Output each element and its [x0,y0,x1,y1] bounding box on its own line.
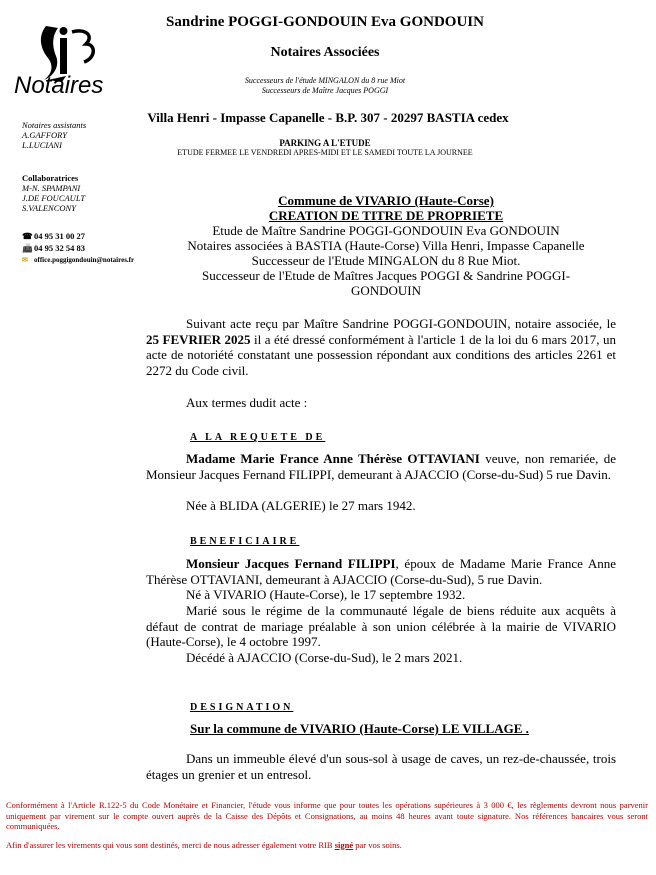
beneficiary-details: , époux de Madame Marie France Anne Thérèse OTTAVIANI, demeurant à AJACCIO (Corse-du-Sud), 5 rue Davin. [146,556,616,587]
office-address: Villa Henri - Impasse Capanelle - B.P. 307 - 20297 BASTIA cedex [147,110,509,125]
parking-notice [150,139,500,157]
footer-rib-notice [6,840,648,851]
beneficiaire-heading: BENEFICIAIRE [190,536,300,547]
title-line-1: Etude de Maître Sandrine POGGI-GONDOUIN Eva GONDOUIN [212,223,560,238]
successors-line-1: Successeurs de l'étude MINGALON du 8 rue Miot [244,76,406,85]
collaborator-name: M-N. SPAMPANI [22,183,81,193]
paragraph-act [146,316,616,378]
successors [200,76,450,96]
requete-heading: A LA REQUETE DE [190,432,326,443]
closing-hours: ETUDE FERMEE LE VENDREDI APRES-MIDI ET LE SAMEDI TOUTE LA JOURNEE [177,148,473,157]
creation-heading: CREATION DE TITRE DE PROPRIETE [268,208,504,223]
requester-birth: Née à BLIDA (ALGERIE) le 27 mars 1942. [186,498,416,513]
paragraph-terms: Aux termes dudit acte : [186,395,308,410]
requester-paragraph [146,451,616,482]
office-title: Sandrine POGGI-GONDOUIN Eva GONDOUIN [166,14,484,30]
fax-icon: 📠 [22,243,33,253]
parking-label: PARKING A L'ETUDE [279,138,371,148]
successors-line-2: Successeurs de Maître Jacques POGGI [261,86,389,95]
collaborator-name: J.DE FOUCAULT [22,193,86,203]
title-line-2: Notaires associées à BASTIA (Haute-Corse) Villa Henri, Impasse Capanelle [187,238,585,253]
act-text-a: Suivant acte reçu par Maître Sandrine POGGI-GONDOUIN, notaire associée, le [186,316,616,331]
designation-text: Dans un immeuble élevé d'un sous-sol à usage de caves, un rez-de-chaussée, trois étages un grenier et un entresol. [146,751,616,782]
requester-name: Madame Marie France Anne Thérèse OTTAVIANI [186,451,480,466]
footer-notice [6,800,648,850]
assistants-heading: Notaires assistants [22,120,87,130]
mail-icon: ✉ [22,256,28,264]
beneficiary-birth: Né à VIVARIO (Haute-Corse), le 17 septembre 1932. [186,587,466,602]
assistant-name: L.LUCIANI [22,140,62,150]
rib-signed: signé [334,839,354,850]
office-subtitle: Notaires Associées [270,45,380,60]
phone-icon: ☎ [22,231,33,241]
title-line-5: GONDOUIN [350,283,422,298]
rib-text-a: Afin d'assurer les virements qui vous sont destinés, merci de nous adresser également votre RIB [6,839,335,850]
collaborator-name: S.VALENCONY [22,203,76,213]
email-link[interactable]: office.poggigondouin@notaires.fr [34,256,135,264]
requester-details: veuve, non remariée, de Monsieur Jacques Fernand FILIPPI, demeurant à AJACCIO (Corse-du-Sud) 5 rue Davin. [146,451,616,482]
title-line-3: Successeur de l'Etude MINGALON du 8 Rue Miot. [251,253,521,268]
act-date: 25 FEVRIER 2025 [146,331,251,347]
phone-1[interactable]: 04 95 31 00 27 [34,231,85,241]
act-text-b: il a été dressé conformément à l'article 1 de la loi du 6 mars 2017, un acte de notoriété constatant une possession répondant aux conditions des articles 2261 et 2272 du Code civil. [146,331,617,378]
rib-text-b: par vos soins. [353,839,402,850]
phone-2[interactable]: 04 95 32 54 83 [34,243,85,253]
beneficiary-marriage: Marié sous le régime de la communauté légale de biens réduite aux acquêts à défaut de contrat de mariage préalable à son union célébrée à la mairie de VIVARIO (Haute-Corse), le 4 octobre 1997. [146,603,616,649]
logo-wordmark: Notaires [14,72,104,99]
collaborators-heading: Collaboratrices [22,173,79,183]
footer-payment-notice: Conformément à l'Article R.122-5 du Code Monétaire et Financier, l'étude vous informe que pour toutes les opérations supérieures à 3 000 €, les règlements devront nous parvenir uniquement par virement sur le compte ouvert auprès de la Caisse des Dépôts et Consignations, au moins 48 heures avant toute signature. Nos références bancaires vous seront communiquées. [6,800,648,831]
assistant-name: A.GAFFORY [22,130,67,140]
beneficiary-death: Décédé à AJACCIO (Corse-du-Sud), le 2 mars 2021. [186,650,463,665]
beneficiary-name: Monsieur Jacques Fernand FILIPPI [186,556,396,571]
commune-heading: Commune de VIVARIO (Haute-Corse) [278,193,494,208]
title-block [146,193,626,298]
beneficiary-paragraph [146,556,616,587]
contact-block [22,230,134,266]
designation-heading: DESIGNATION [190,702,294,713]
designation-subheading: Sur la commune de VIVARIO (Haute-Corse) LE VILLAGE . [190,721,529,736]
assistants-block [22,120,86,150]
collaborators-block [22,173,85,213]
title-line-4: Successeur de l'Etude de Maîtres Jacques POGGI & Sandrine POGGI- [201,268,571,283]
